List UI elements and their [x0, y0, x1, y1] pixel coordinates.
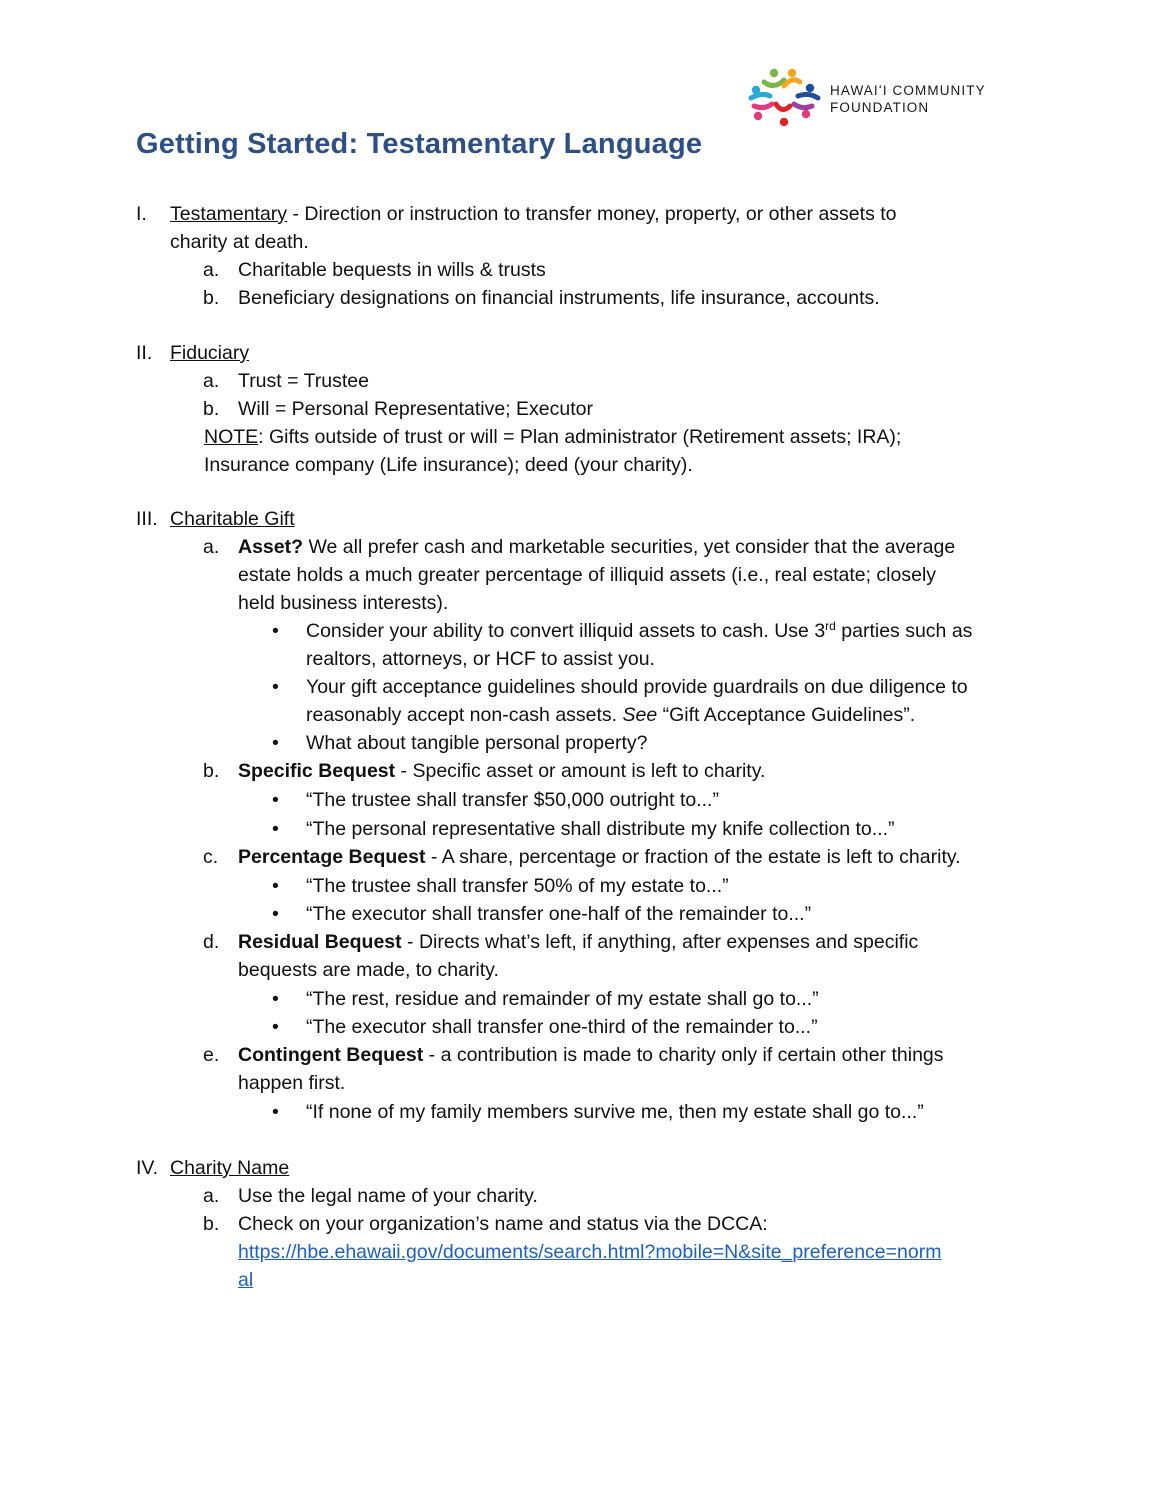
asset-bullet-2-line-2 [306, 701, 915, 729]
section-2-note-line-2: Insurance company (Life insurance); deed (your charity). [204, 454, 693, 476]
section-4-b-text: Check on your organization’s name and status via the DCCA: [238, 1213, 768, 1235]
asset-bullet-3: What about tangible personal property? [306, 732, 648, 754]
bullet-icon: • [272, 732, 279, 754]
asset-bullet-1-line-2: realtors, attorneys, or HCF to assist you. [306, 648, 655, 670]
section-2-note-line-1 [204, 423, 901, 451]
section-2-b-number: b. [203, 398, 220, 420]
section-3-a-line-2: estate holds a much greater percentage of illiquid assets (i.e., real estate; closely [238, 564, 937, 586]
bullet-icon: • [272, 988, 279, 1010]
residual-bequest-text-1: - Directs what’s left, if anything, after expenses and specific [401, 931, 919, 953]
section-1-number: I. [136, 203, 147, 225]
specific-bequest-example-2: “The personal representative shall distribute my knife collection to...” [306, 818, 895, 840]
dcca-link-line-1[interactable]: https://hbe.ehawaii.gov/documents/search.html?mobile=N&site_preference=norm [238, 1241, 942, 1263]
asset-bullet-1-text-2: parties such as [835, 620, 973, 642]
residual-bequest-label: Residual Bequest [238, 931, 402, 953]
asset-bullet-2-text-3: “Gift Acceptance Guidelines”. [657, 704, 916, 726]
asset-label: Asset? [238, 536, 304, 558]
bullet-icon: • [272, 903, 279, 925]
percentage-bequest-label: Percentage Bequest [238, 846, 426, 868]
see-italic: See [622, 704, 658, 726]
percentage-bequest-example-2: “The executor shall transfer one-half of the remainder to...” [306, 903, 812, 925]
section-2-heading: Fiduciary [170, 342, 250, 364]
bullet-icon: • [272, 875, 279, 897]
specific-bequest-text: - Specific asset or amount is left to charity. [395, 760, 766, 782]
section-3-number: III. [136, 508, 158, 530]
contingent-bequest-example-1: “If none of my family members survive me, then my estate shall go to...” [306, 1101, 924, 1123]
logo-line-2: FOUNDATION [830, 100, 930, 115]
contingent-bequest-line-2: happen first. [238, 1072, 346, 1094]
residual-bequest-example-2: “The executor shall transfer one-third of the remainder to...” [306, 1016, 818, 1038]
bullet-icon: • [272, 1016, 279, 1038]
specific-bequest-line [238, 757, 765, 785]
specific-bequest-label: Specific Bequest [238, 760, 396, 782]
section-4-heading: Charity Name [170, 1157, 290, 1179]
bullet-icon: • [272, 620, 279, 642]
section-1-text-2: charity at death. [170, 231, 309, 253]
percentage-bequest-example-1: “The trustee shall transfer 50% of my estate to...” [306, 875, 729, 897]
section-1-b-text: Beneficiary designations on financial instruments, life insurance, accounts. [238, 287, 880, 309]
section-1-text-1: - Direction or instruction to transfer money, property, or other assets to [287, 203, 897, 225]
section-3-e-number: e. [203, 1044, 220, 1066]
section-4-a-text: Use the legal name of your charity. [238, 1185, 538, 1207]
section-2-number: II. [136, 342, 153, 364]
ordinal-suffix: rd [825, 619, 836, 633]
asset-text-1: We all prefer cash and marketable securities, yet consider that the average [303, 536, 956, 558]
section-3-c-number: c. [203, 846, 219, 868]
section-4-b-number: b. [203, 1213, 220, 1235]
section-3-b-number: b. [203, 760, 220, 782]
percentage-bequest-text: - A share, percentage or fraction of the estate is left to charity. [425, 846, 961, 868]
residual-bequest-line-1 [238, 928, 918, 956]
section-1-heading: Testamentary [170, 203, 288, 225]
logo-text [830, 82, 986, 116]
section-2-a-number: a. [203, 370, 220, 392]
bullet-icon: • [272, 818, 279, 840]
hcf-logo-mark-icon [748, 66, 826, 128]
logo-line-1: HAWAIʻI COMMUNITY [830, 83, 986, 98]
hcf-logo [748, 66, 1028, 126]
asset-bullet-2-text: reasonably accept non-cash assets. [306, 704, 623, 726]
contingent-bequest-line-1 [238, 1041, 944, 1069]
asset-bullet-2-line-1: Your gift acceptance guidelines should provide guardrails on due diligence to [306, 676, 968, 698]
section-3-d-number: d. [203, 931, 220, 953]
page-title: Getting Started: Testamentary Language [136, 128, 703, 160]
bullet-icon: • [272, 676, 279, 698]
asset-bullet-1-text: Consider your ability to convert illiquid assets to cash. Use 3 [306, 620, 826, 642]
section-1-a-number: a. [203, 259, 220, 281]
bullet-icon: • [272, 789, 279, 811]
section-3-a-number: a. [203, 536, 220, 558]
residual-bequest-line-2: bequests are made, to charity. [238, 959, 499, 981]
section-1-a-text: Charitable bequests in wills & trusts [238, 259, 546, 281]
section-3-heading: Charitable Gift [170, 508, 295, 530]
section-3-a-line-1 [238, 533, 955, 561]
contingent-bequest-label: Contingent Bequest [238, 1044, 424, 1066]
dcca-link-line-2[interactable]: al [238, 1269, 254, 1291]
section-1-line-1 [170, 200, 897, 228]
contingent-bequest-text-1: - a contribution is made to charity only if certain other things [423, 1044, 944, 1066]
section-3-a-line-3: held business interests). [238, 592, 449, 614]
residual-bequest-example-1: “The rest, residue and remainder of my estate shall go to...” [306, 988, 819, 1010]
note-label: NOTE [204, 426, 259, 448]
section-1-b-number: b. [203, 287, 220, 309]
asset-bullet-1-line-1 [306, 617, 972, 645]
specific-bequest-example-1: “The trustee shall transfer $50,000 outright to...” [306, 789, 719, 811]
percentage-bequest-line [238, 843, 961, 871]
section-4-number: IV. [136, 1157, 159, 1179]
section-4-a-number: a. [203, 1185, 220, 1207]
section-2-b-text: Will = Personal Representative; Executor [238, 398, 593, 420]
bullet-icon: • [272, 1101, 279, 1123]
note-text-1: : Gifts outside of trust or will = Plan administrator (Retirement assets; IRA); [258, 426, 902, 448]
section-2-a-text: Trust = Trustee [238, 370, 369, 392]
